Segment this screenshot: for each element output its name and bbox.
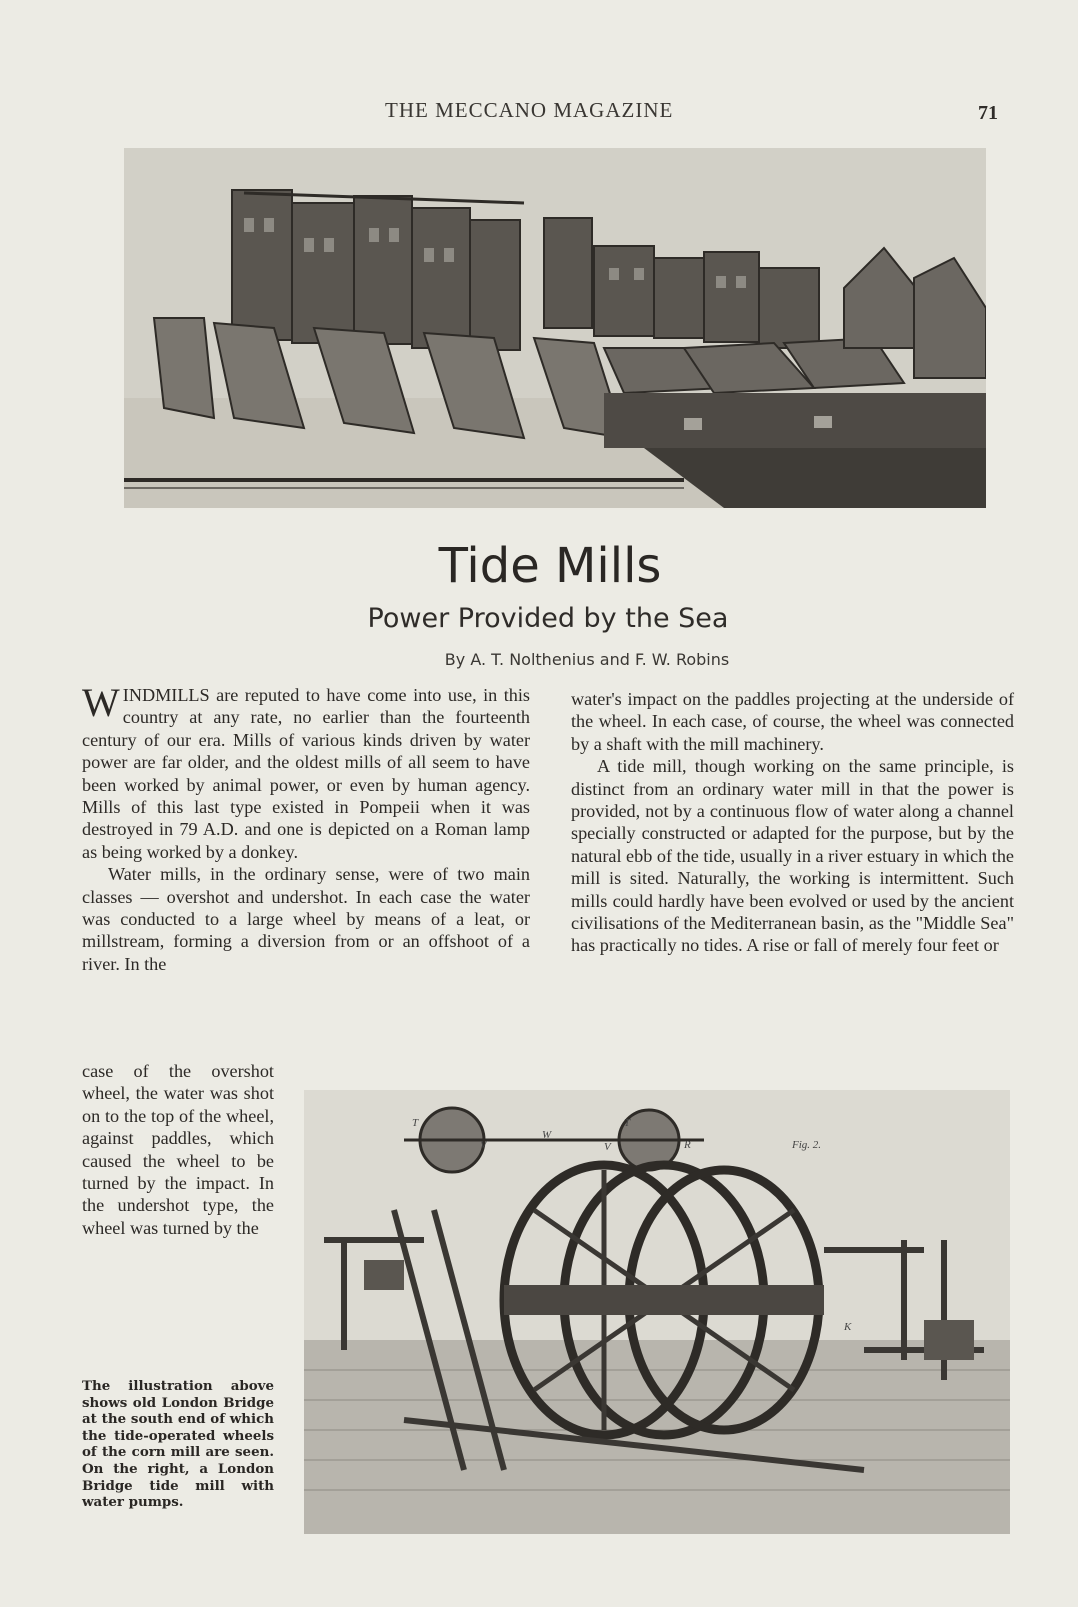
page-number: 71	[978, 102, 998, 124]
figure-letter: W	[542, 1129, 552, 1141]
paragraph	[82, 680, 530, 863]
drop-cap: W	[82, 680, 120, 725]
figure-letter: V	[604, 1141, 611, 1153]
article-narrow-column	[82, 1060, 274, 1239]
london-bridge-illustration	[124, 148, 986, 508]
tide-mill-engraving	[304, 1090, 1010, 1534]
figure-letter: V	[480, 1139, 487, 1151]
magazine-title: THE MECCANO MAGAZINE	[385, 98, 674, 122]
article-subtitle: Power Provided by the Sea	[367, 603, 729, 634]
figure-letter: R	[684, 1139, 691, 1151]
paragraph: A tide mill, though working on the same principle, is distinct from an ordinary water mill in that the power is provided, not by a continuous flow of water along a channel specially constructed or adapted for the purpose, but by the natural ebb of the tide, usually in a river estuary in which the mill is sited. Naturally, the working is intermittent. Such mills could hardly have been evolved or used by the ancient civilisations of the Mediterranean basin, as the "Middle Sea" has practically no tides. A rise or fall of merely four feet or	[571, 756, 1014, 956]
figure-caption: The illustration above shows old London Bridge at the south end of which the tide-operated wheels of the corn mill are seen. On the right, a London Bridge tide mill with water pumps.	[82, 1378, 274, 1511]
article-column-right	[571, 688, 1014, 957]
article-title: Tide Mills	[438, 538, 662, 594]
paragraph: case of the overshot wheel, the water was shot on to the top of the wheel, against paddles, which caused the wheel to be turned by the impact. In the undershot type, the wheel was turned by the	[82, 1061, 274, 1238]
figure-letter: T	[624, 1117, 631, 1129]
page-header	[0, 98, 1078, 128]
paragraph-text: INDMILLS are reputed to have come into use, in this country at any rate, no earlier than the fourteenth century of our era. Mills of various kinds driven by water power are far older, and the oldest mills of all seem to have been worked by animal power, or even by human agency. Mills of this last type existed in Pompeii when it was destroyed in 79 A.D. and one is depicted on a Roman lamp as being worked by a donkey.	[82, 685, 530, 862]
paragraph: water's impact on the paddles projecting at the underside of the wheel. In each case, of course, the wheel was connected by a shaft with the mill machinery.	[571, 689, 1014, 754]
paragraph: Water mills, in the ordinary sense, were of two main classes — overshot and undershot. In each case the water was conducted to a large wheel by means of a leat, or millstream, forming a diversion from or an offshoot of a river. In the	[82, 864, 530, 974]
figure-letter: T	[412, 1117, 419, 1129]
figure-label: Fig. 2.	[792, 1139, 822, 1151]
article-column-left	[82, 680, 530, 975]
figure-letter: K	[844, 1321, 852, 1333]
article-byline: By A. T. Nolthenius and F. W. Robins	[444, 650, 730, 669]
